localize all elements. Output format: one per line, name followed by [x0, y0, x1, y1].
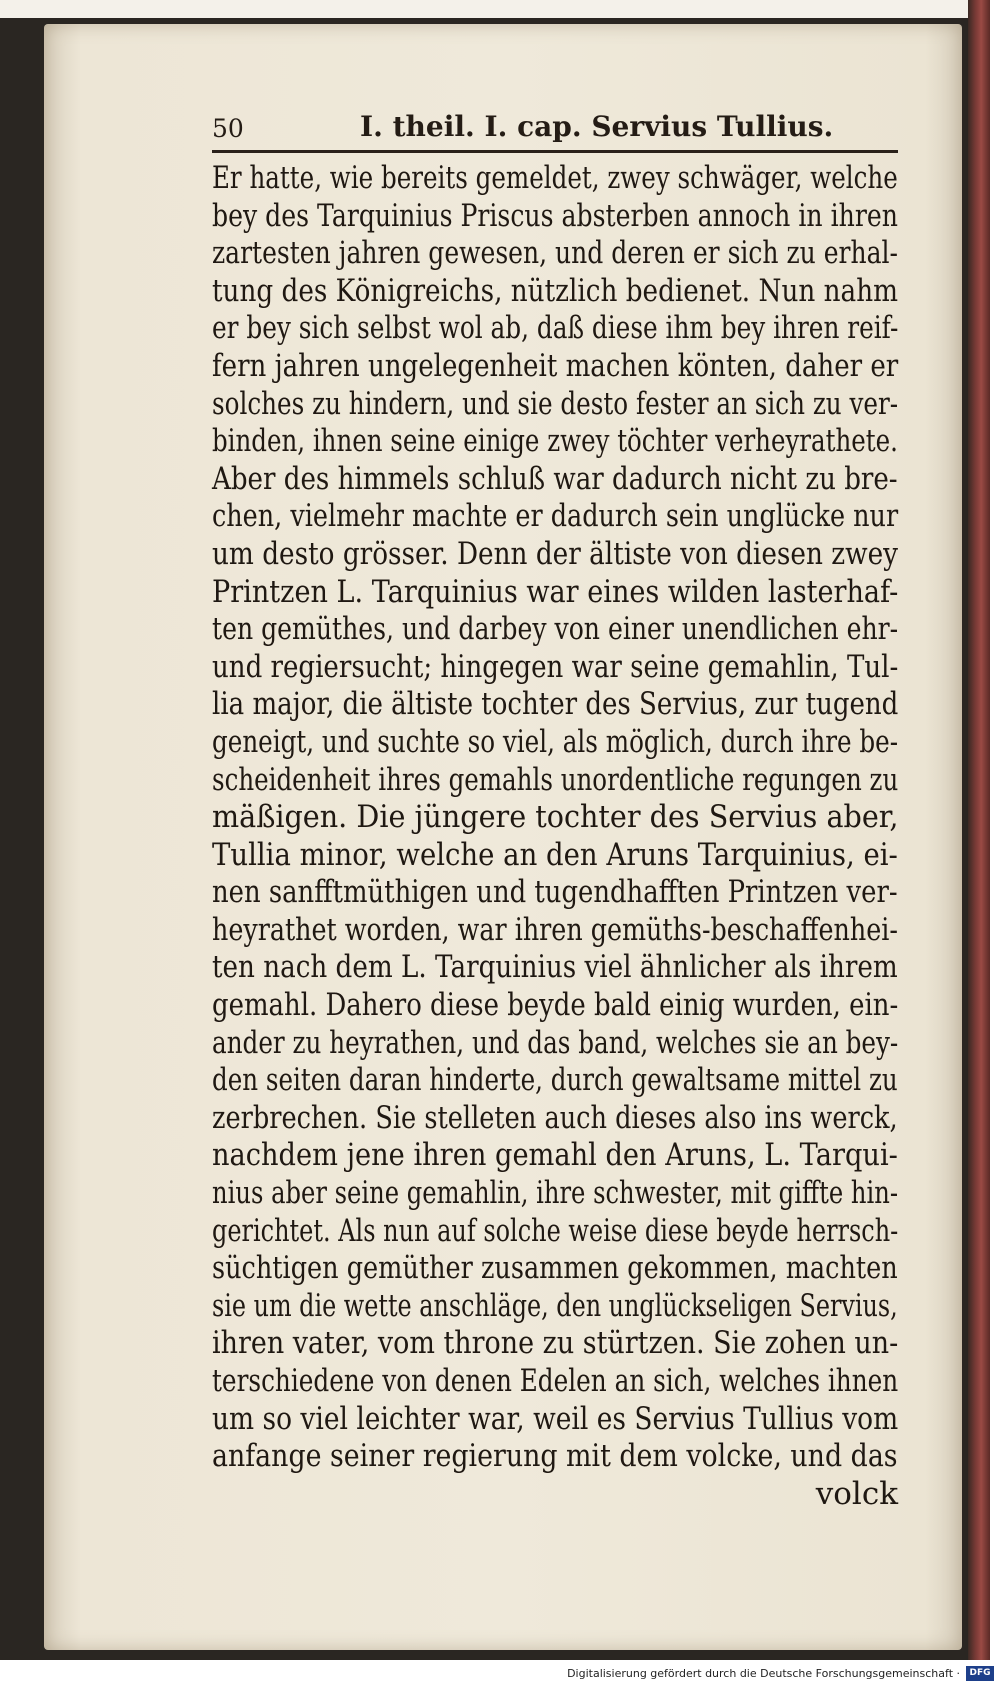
- running-head: [212, 110, 912, 146]
- text-line: geneigt, und suchte so viel, als möglich, durch ihre be-: [212, 723, 899, 760]
- body-text: [212, 160, 912, 1513]
- book-spine: [968, 0, 990, 1660]
- text-line: gerichtet. Als nun auf solche weise diese beyde herrsch-: [212, 1212, 899, 1249]
- text-line: bey des Tarquinius Priscus absterben annoch in ihren: [212, 197, 898, 234]
- running-title: I. theil. I. cap. Servius Tullius.: [360, 110, 834, 143]
- text-line: süchtigen gemüther zusammen gekommen, machten: [212, 1250, 898, 1287]
- text-line: lia major, die ältiste tochter des Servius, zur tugend: [212, 686, 899, 723]
- text-line: um desto grösser. Denn der ältiste von diesen zwey: [212, 535, 898, 572]
- text-line: Er hatte, wie bereits gemeldet, zwey schwäger, welche: [212, 160, 898, 196]
- text-line: ten gemüthes, und darbey von einer unendlichen ehr-: [212, 611, 899, 648]
- text-line: zerbrechen. Sie stelleten auch dieses also ins werck,: [212, 1099, 898, 1136]
- text-line: tung des Königreichs, nützlich bedienet. Nun nahm: [212, 272, 898, 309]
- text-line: solches zu hindern, und sie desto fester an sich zu ver-: [212, 385, 899, 422]
- text-line: den seiten daran hinderte, durch gewaltsame mittel zu: [212, 1062, 898, 1099]
- header-rule: [212, 150, 898, 153]
- footer-bar: [0, 1662, 1000, 1687]
- text-line: um so viel leichter war, weil es Servius Tullius vom: [212, 1400, 899, 1437]
- page-number: 50: [212, 114, 244, 143]
- text-line: ander zu heyrathen, und das band, welches sie an bey-: [212, 1024, 899, 1061]
- text-line: anfange seiner regierung mit dem volcke, und das: [212, 1438, 898, 1475]
- text-line: scheidenheit ihres gemahls unordentliche regungen zu: [212, 761, 899, 798]
- text-line: und regiersucht; hingegen war seine gemahlin, Tul-: [212, 648, 899, 685]
- text-line: ten nach dem L. Tarquinius viel ähnlicher als ihrem: [212, 949, 898, 986]
- catchword: volck: [815, 1475, 898, 1512]
- text-line: heyrathet worden, war ihren gemüths-beschaffenhei-: [212, 911, 898, 948]
- dfg-logo: DFG: [966, 1666, 994, 1681]
- footer-credit: Digitalisierung gefördert durch die Deutsche Forschungsgemeinschaft ·: [567, 1667, 960, 1680]
- text-line: terschiedene von denen Edelen an sich, welches ihnen: [212, 1363, 899, 1399]
- text-line: fern jahren ungelegenheit machen könten, daher er: [212, 347, 899, 384]
- text-line: chen, vielmehr machte er dadurch sein unglücke nur: [212, 498, 899, 535]
- text-line: sie um die wette anschläge, den unglückseligen Servius,: [212, 1287, 898, 1324]
- text-line: nius aber seine gemahlin, ihre schwester, mit giffte hin-: [212, 1175, 899, 1212]
- text-line: zartesten jahren gewesen, und deren er sich zu erhal-: [212, 235, 898, 272]
- text-line: nen sanfftmüthigen und tugendhafften Printzen ver-: [212, 874, 898, 911]
- text-line: gemahl. Dahero diese beyde bald einig wurden, ein-: [212, 987, 899, 1024]
- text-line: er bey sich selbst wol ab, daß diese ihm bey ihren reif-: [212, 310, 899, 347]
- scan-top-edge: [0, 0, 990, 18]
- text-line: Printzen L. Tarquinius war eines wilden lasterhaf-: [212, 573, 899, 610]
- text-line: Aber des himmels schluß war dadurch nicht zu bre-: [212, 460, 898, 497]
- text-line: binden, ihnen seine einige zwey töchter verheyrathete.: [212, 423, 898, 460]
- text-line: mäßigen. Die jüngere tochter des Servius aber,: [212, 799, 899, 836]
- text-line: ihren vater, vom throne zu stürtzen. Sie zohen un-: [212, 1325, 899, 1362]
- text-line: Tullia minor, welche an den Aruns Tarquinius, ei-: [212, 836, 898, 873]
- text-line: nachdem jene ihren gemahl den Aruns, L. Tarqui-: [212, 1137, 898, 1174]
